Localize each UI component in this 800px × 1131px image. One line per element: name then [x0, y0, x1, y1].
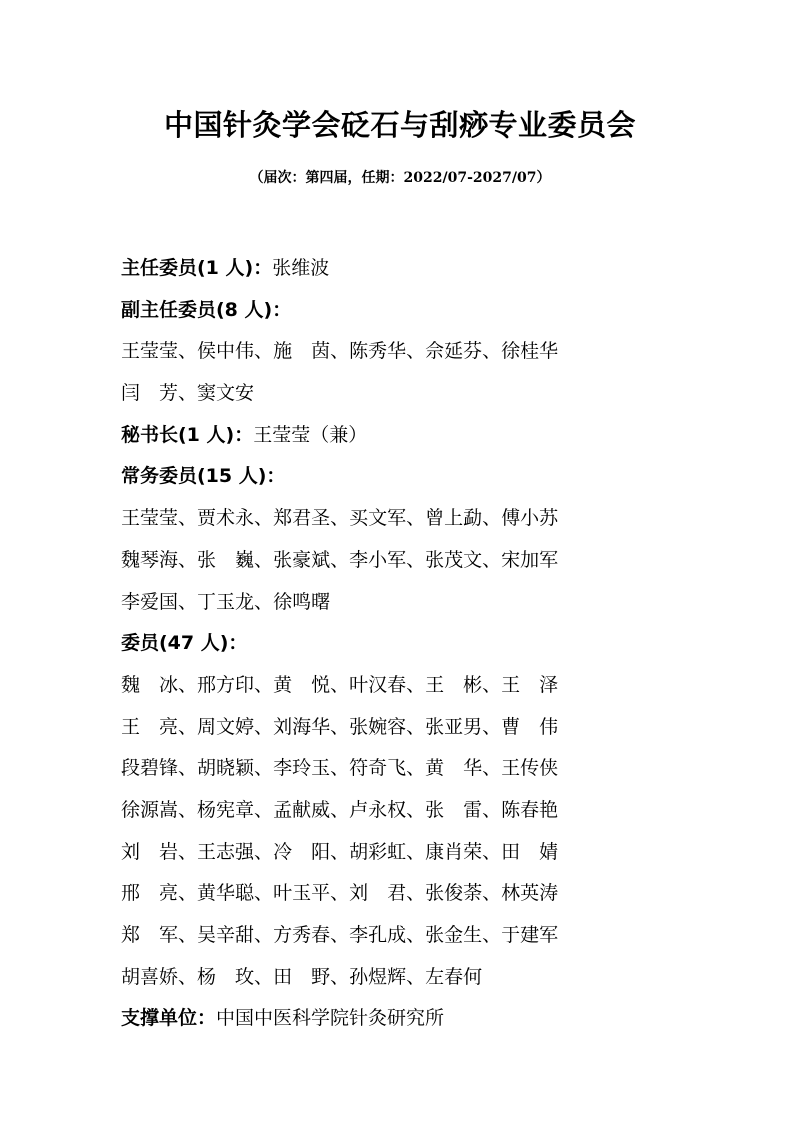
member-name: 卢永权	[349, 798, 407, 821]
member-name: 叶汉春	[349, 673, 407, 696]
member-name: 张豪斌	[273, 548, 331, 571]
member-name: 左春何	[425, 965, 483, 988]
name-separator: 、	[406, 757, 426, 780]
name-separator: 、	[178, 340, 198, 363]
name-separator: 、	[254, 965, 274, 988]
member-name: 于建军	[501, 924, 559, 946]
member-name: 侯中伟	[197, 340, 255, 363]
member-name: 王 彬	[425, 673, 483, 696]
name-separator: 、	[330, 965, 350, 988]
name-separator: 、	[254, 507, 274, 530]
member-name: 陈春艳	[501, 798, 559, 821]
name-separator: 、	[330, 340, 350, 363]
name-separator: 、	[406, 507, 426, 530]
member-name: 孙煜辉	[349, 965, 407, 988]
member-name: 徐桂华	[501, 340, 559, 363]
member-name: 邢 亮	[121, 882, 179, 905]
committee-roster	[121, 248, 681, 1040]
name-separator: 、	[482, 548, 502, 571]
members-row-2	[121, 707, 681, 749]
name-separator: 、	[330, 882, 350, 905]
member-name: 陈秀华	[349, 340, 407, 363]
name-separator: 、	[482, 715, 502, 738]
members-label: 委员(47 人)：	[121, 632, 248, 655]
members-row-1	[121, 665, 681, 707]
standing-members-row-2	[121, 540, 681, 582]
member-name: 叶玉平	[273, 882, 331, 905]
member-name: 李爱国	[121, 590, 179, 613]
member-name: 王志强	[197, 840, 255, 863]
name-separator: 、	[254, 548, 274, 571]
member-name: 张 巍	[197, 548, 255, 571]
member-name: 周文婷	[197, 715, 255, 738]
member-name: 傅小苏	[501, 507, 559, 530]
member-name: 曾上勐	[425, 507, 483, 530]
name-separator: 、	[178, 965, 198, 988]
name-separator: 、	[482, 924, 502, 946]
member-name: 郑君圣	[273, 507, 331, 530]
director-label: 主任委员(1 人)：	[121, 257, 273, 279]
name-separator: 、	[178, 840, 198, 863]
name-separator: 、	[254, 340, 274, 363]
member-name: 王 泽	[501, 673, 559, 696]
name-separator: 、	[178, 590, 198, 613]
name-separator: 、	[482, 757, 502, 780]
member-name: 林英涛	[501, 882, 559, 905]
name-separator: 、	[406, 673, 426, 696]
member-name: 刘 岩	[121, 840, 179, 863]
member-name: 刘海华	[273, 715, 331, 738]
standing-members-row-1	[121, 498, 681, 540]
name-separator: 、	[482, 673, 502, 696]
name-separator: 、	[406, 340, 426, 363]
standing-members-row-3	[121, 582, 681, 624]
member-name: 冷 阳	[273, 840, 331, 863]
document-subtitle: （届次：第四届，任期：2022/07-2027/07）	[249, 170, 551, 186]
member-name: 张茂文	[425, 548, 483, 571]
member-name: 王莹莹	[121, 340, 179, 363]
secretary-general-label: 秘书长(1 人)：	[121, 423, 254, 446]
name-separator: 、	[254, 924, 274, 946]
member-name: 张俊荼	[425, 882, 483, 905]
member-name: 张婉容	[349, 715, 407, 738]
name-separator: 、	[178, 382, 198, 405]
name-separator: 、	[406, 715, 426, 738]
member-name: 孟献威	[273, 798, 331, 821]
document-title: 中国针灸学会砭石与刮痧专业委员会	[163, 108, 636, 142]
member-name: 李小军	[349, 548, 407, 571]
name-separator: 、	[254, 798, 274, 821]
member-name: 贾术永	[197, 507, 255, 530]
member-name: 李孔成	[349, 924, 407, 946]
member-name: 徐源嵩	[121, 798, 179, 821]
member-name: 吴辛甜	[197, 924, 255, 946]
name-separator: 、	[330, 715, 350, 738]
name-separator: 、	[330, 673, 350, 696]
name-separator: 、	[178, 924, 198, 946]
members-row-5	[121, 832, 681, 874]
member-name: 刘 君	[349, 882, 407, 905]
secretary-general-line	[121, 415, 681, 457]
vice-directors-row-2	[121, 373, 681, 415]
member-name: 宋加军	[501, 548, 559, 571]
name-separator: 、	[330, 798, 350, 821]
name-separator: 、	[254, 715, 274, 738]
name-separator: 、	[178, 882, 198, 905]
name-separator: 、	[482, 882, 502, 905]
name-separator: 、	[178, 548, 198, 571]
name-separator: 、	[178, 757, 198, 780]
vice-directors-row-1	[121, 331, 681, 373]
name-separator: 、	[330, 840, 350, 863]
director-line	[121, 248, 681, 290]
member-name: 胡喜娇	[121, 965, 179, 988]
member-name: 田 野	[273, 965, 331, 988]
name-separator: 、	[482, 840, 502, 863]
member-name: 曹 伟	[501, 715, 559, 738]
name-separator: 、	[254, 673, 274, 696]
name-separator: 、	[178, 507, 198, 530]
name-separator: 、	[482, 340, 502, 363]
member-name: 郑 军	[121, 924, 179, 946]
name-separator: 、	[330, 507, 350, 530]
members-row-7	[121, 915, 681, 957]
name-separator: 、	[178, 715, 198, 738]
name-separator: 、	[254, 882, 274, 905]
members-row-6	[121, 873, 681, 915]
member-name: 丁玉龙	[197, 590, 255, 613]
member-name: 康肖荣	[425, 840, 483, 863]
name-separator: 、	[330, 924, 350, 946]
support-unit-value: 中国中医科学院针灸研究所	[216, 1007, 445, 1030]
member-name: 黄华聪	[197, 882, 255, 905]
member-name: 李玲玉	[273, 757, 331, 780]
name-separator: 、	[406, 548, 426, 571]
member-name: 段碧锋	[121, 757, 179, 780]
members-row-8	[121, 957, 681, 999]
members-row-4	[121, 790, 681, 832]
member-name: 杨宪章	[197, 798, 255, 821]
member-name: 魏 冰	[121, 673, 179, 696]
member-name: 黄 悦	[273, 673, 331, 696]
member-name: 张 雷	[425, 798, 483, 821]
name-separator: 、	[254, 840, 274, 863]
member-name: 方秀春	[273, 924, 331, 946]
name-separator: 、	[406, 840, 426, 863]
member-name: 魏琴海	[121, 548, 179, 571]
name-separator: 、	[406, 882, 426, 905]
standing-members-label: 常务委员(15 人)：	[121, 465, 286, 488]
support-unit-label: 支撑单位：	[121, 1007, 217, 1030]
name-separator: 、	[254, 590, 274, 613]
member-name: 佘延芬	[425, 340, 483, 363]
member-name: 张金生	[425, 924, 483, 946]
name-separator: 、	[406, 798, 426, 821]
members-row-3	[121, 748, 681, 790]
member-name: 胡晓颖	[197, 757, 255, 780]
member-name: 杨 玫	[197, 965, 255, 988]
name-separator: 、	[406, 924, 426, 946]
support-unit-line	[121, 998, 681, 1040]
member-name: 买文军	[349, 507, 407, 530]
name-separator: 、	[254, 757, 274, 780]
secretary-general-name: 王莹莹（兼）	[253, 423, 368, 446]
name-separator: 、	[330, 548, 350, 571]
member-name: 黄 华	[425, 757, 483, 780]
member-name: 徐鸣曙	[273, 590, 331, 613]
name-separator: 、	[482, 507, 502, 530]
name-separator: 、	[330, 757, 350, 780]
member-name: 王 亮	[121, 715, 179, 738]
member-name: 施 茵	[273, 340, 331, 363]
member-name: 窦文安	[197, 382, 255, 405]
name-separator: 、	[482, 798, 502, 821]
member-name: 符奇飞	[349, 757, 407, 780]
vice-directors-label: 副主任委员(8 人)：	[121, 298, 292, 321]
member-name: 王莹莹	[121, 507, 179, 530]
member-name: 闫 芳	[121, 382, 179, 405]
member-name: 王传侠	[501, 757, 559, 780]
member-name: 田 婧	[501, 840, 559, 863]
member-name: 胡彩虹	[349, 840, 407, 863]
name-separator: 、	[178, 673, 198, 696]
name-separator: 、	[178, 798, 198, 821]
member-name: 张亚男	[425, 715, 483, 738]
director-name: 张维波	[272, 257, 330, 279]
name-separator: 、	[406, 965, 426, 988]
member-name: 邢方印	[197, 673, 255, 696]
